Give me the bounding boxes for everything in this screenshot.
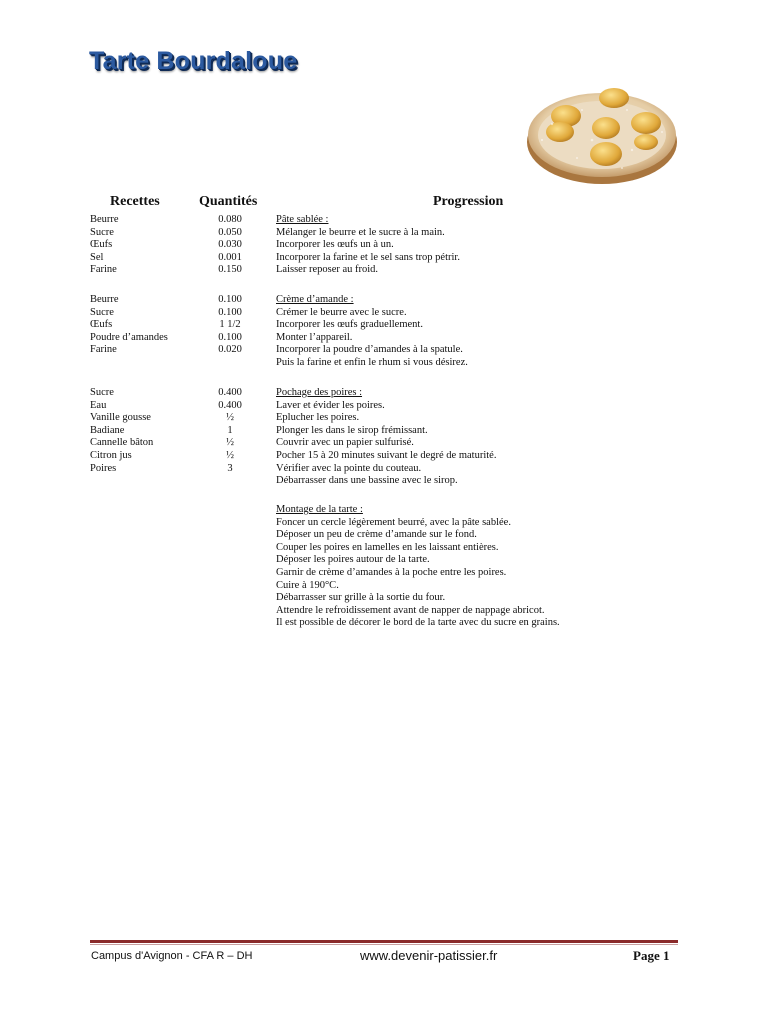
section-heading: Pâte sablée : [276,214,329,225]
step-text: Débarrasser dans une bassine avec le sirop. [276,475,458,487]
step-text: Incorporer les œufs graduellement. [276,319,423,331]
step-text: Déposer les poires autour de la tarte. [276,554,430,566]
ingredient-name: Œufs [90,319,113,331]
footer-page-number: Page 1 [633,948,670,963]
step-text: Pocher 15 à 20 minutes suivant le degré de maturité. [276,449,497,461]
ingredient-name: Cannelle bâton [90,437,154,449]
ingredient-name: Farine [90,344,117,356]
footer-rule-thin [90,944,678,945]
ingredient-quantity: 0.030 [218,239,242,251]
step-text: Foncer un cercle légèrement beurré, avec la pâte sablée. [276,516,511,528]
ingredients-creme-amande [90,294,168,357]
step-text: Cuire à 190°C. [276,579,339,591]
ingredient-name: Badiane [90,424,125,436]
ingredient-quantity: 0.100 [218,306,242,318]
ingredient-name: Vanille gousse [90,412,151,424]
step-text: Puis la farine et enfin le rhum si vous désirez. [276,356,468,368]
ingredient-quantity: ½ [226,412,234,424]
ingredient-quantity: 0.001 [218,251,242,263]
ingredient-quantity: ½ [226,449,234,461]
ingredient-quantity: 3 [227,462,233,474]
ingredient-quantity: 0.150 [218,264,242,276]
step-text: Incorporer les œufs un à un. [276,239,394,251]
step-text: Crémer le beurre avec le sucre. [276,306,407,318]
step-text: Monter l’appareil. [276,331,353,343]
step-text: Eplucher les poires. [276,412,360,424]
step-text: Laisser reposer au froid. [276,264,379,276]
ingredient-quantity: 0.100 [218,294,242,305]
ingredients-pochage [90,387,153,475]
step-text: Laver et évider les poires. [276,399,385,411]
step-text: Il est possible de décorer le bord de la tarte avec du sucre en grains. [276,617,560,629]
ingredient-name: Poudre d’amandes [90,331,168,343]
ingredients-pate-sablee [90,214,119,277]
ingredient-quantity: 0.100 [218,331,242,343]
ingredient-quantity: 0.400 [218,387,242,398]
step-text: Vérifier avec la pointe du couteau. [276,462,422,474]
ingredient-quantity: 1 [227,424,233,436]
steps-creme-amande [276,294,676,370]
header-recettes: Recettes [110,194,160,209]
ingredient-quantity: 1 1/2 [219,319,241,331]
ingredient-quantity: 0.020 [218,344,242,356]
ingredient-name: Beurre [90,294,119,305]
tart-photo [522,80,682,188]
step-text: Incorporer la farine et le sel sans trop pétrir. [276,251,460,263]
step-text: Attendre le refroidissement avant de napper de nappage abricot. [276,604,545,616]
ingredient-quantity: 0.080 [218,214,242,225]
footer-rule [90,940,678,943]
section-heading: Pochage des poires : [276,387,363,398]
steps-pate-sablee [276,214,676,277]
header-progression: Progression [433,194,504,209]
ingredient-name: Beurre [90,214,119,225]
ingredient-name: Eau [90,399,107,411]
section-heading: Montage de la tarte : [276,504,363,515]
quantities-pochage [200,387,260,475]
ingredient-name: Œufs [90,239,113,251]
quantities-pate-sablee [200,214,260,277]
step-text: Déposer un peu de crème d’amande sur le fond. [276,529,477,541]
ingredient-quantity: ½ [226,437,234,449]
ingredient-name: Sucre [90,226,114,238]
ingredient-name: Farine [90,264,117,276]
steps-montage [276,504,676,630]
ingredient-name: Sucre [90,306,114,318]
steps-pochage [276,387,676,488]
ingredient-name: Sucre [90,387,114,398]
footer-campus: Campus d'Avignon - CFA R – DH [91,950,253,962]
footer-website: www.devenir-patissier.fr [360,948,498,963]
step-text: Incorporer la poudre d’amandes à la spatule. [276,344,463,356]
ingredient-name: Poires [90,462,117,474]
ingredient-quantity: 0.050 [218,226,242,238]
step-text: Couvrir avec un papier sulfurisé. [276,437,414,449]
step-text: Débarrasser sur grille à la sortie du four. [276,592,446,604]
step-text: Plonger les dans le sirop frémissant. [276,424,428,436]
page-title: Tarte Bourdaloue [89,47,298,75]
header-quantites: Quantités [199,194,258,209]
step-text: Couper les poires en lamelles en les laissant entières. [276,541,499,553]
step-text: Garnir de crème d’amandes à la poche entre les poires. [276,566,507,578]
step-text: Mélanger le beurre et le sucre à la main. [276,226,445,238]
ingredient-quantity: 0.400 [218,399,242,411]
ingredient-name: Sel [90,251,104,263]
ingredient-name: Citron jus [90,449,132,461]
section-heading: Crème d’amande : [276,294,354,305]
quantities-creme-amande [200,294,260,357]
